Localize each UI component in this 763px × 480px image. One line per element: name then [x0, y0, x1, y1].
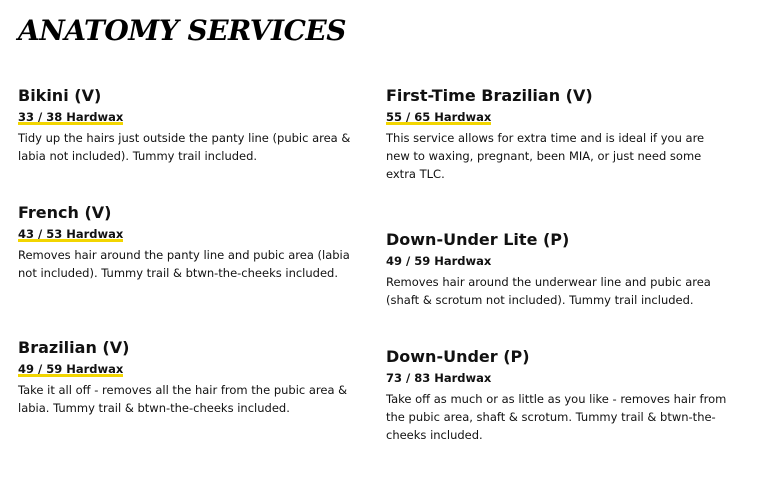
service-description: This service allows for extra time and is ideal if you are new to waxing, pregnant, been MIA, or just need some extra TLC.: [386, 131, 705, 181]
service-price: 33 / 38 Hardwax: [18, 110, 124, 124]
service-price: 49 / 59 Hardwax: [18, 362, 124, 376]
service-name: Brazilian (V): [18, 338, 130, 357]
service-name: Down-Under (P): [386, 347, 530, 366]
service-name: French (V): [18, 203, 112, 222]
service-price: 55 / 65 Hardwax: [386, 110, 492, 124]
service-down-under-lite: [386, 230, 731, 309]
service-price: 43 / 53 Hardwax: [18, 227, 124, 241]
service-description: Take it all off - removes all the hair from the pubic area & labia. Tummy trail & btwn-the-cheeks included.: [18, 383, 348, 415]
service-french: [18, 203, 363, 282]
service-description: Take off as much or as little as you like - removes hair from the pubic area, shaft & scrotum. Tummy trail & btwn-the-cheeks included.: [386, 392, 727, 442]
page-title: ANATOMY SERVICES: [18, 14, 346, 47]
service-first-time-brazilian: [386, 86, 731, 183]
service-name: Bikini (V): [18, 86, 102, 105]
service-description: Removes hair around the panty line and pubic area (labia not included). Tummy trail & btwn-the-cheeks included.: [18, 248, 350, 280]
service-price: 49 / 59 Hardwax: [386, 254, 492, 268]
service-down-under: [386, 347, 731, 444]
service-brazilian: [18, 338, 363, 417]
service-description: Removes hair around the underwear line and pubic area (shaft & scrotum not included). Tummy trail included.: [386, 275, 711, 307]
service-name: First-Time Brazilian (V): [386, 86, 593, 105]
service-bikini: [18, 86, 363, 165]
service-price: 73 / 83 Hardwax: [386, 371, 492, 385]
service-name: Down-Under Lite (P): [386, 230, 570, 249]
service-description: Tidy up the hairs just outside the panty line (pubic area & labia not included). Tummy trail included.: [18, 131, 351, 163]
